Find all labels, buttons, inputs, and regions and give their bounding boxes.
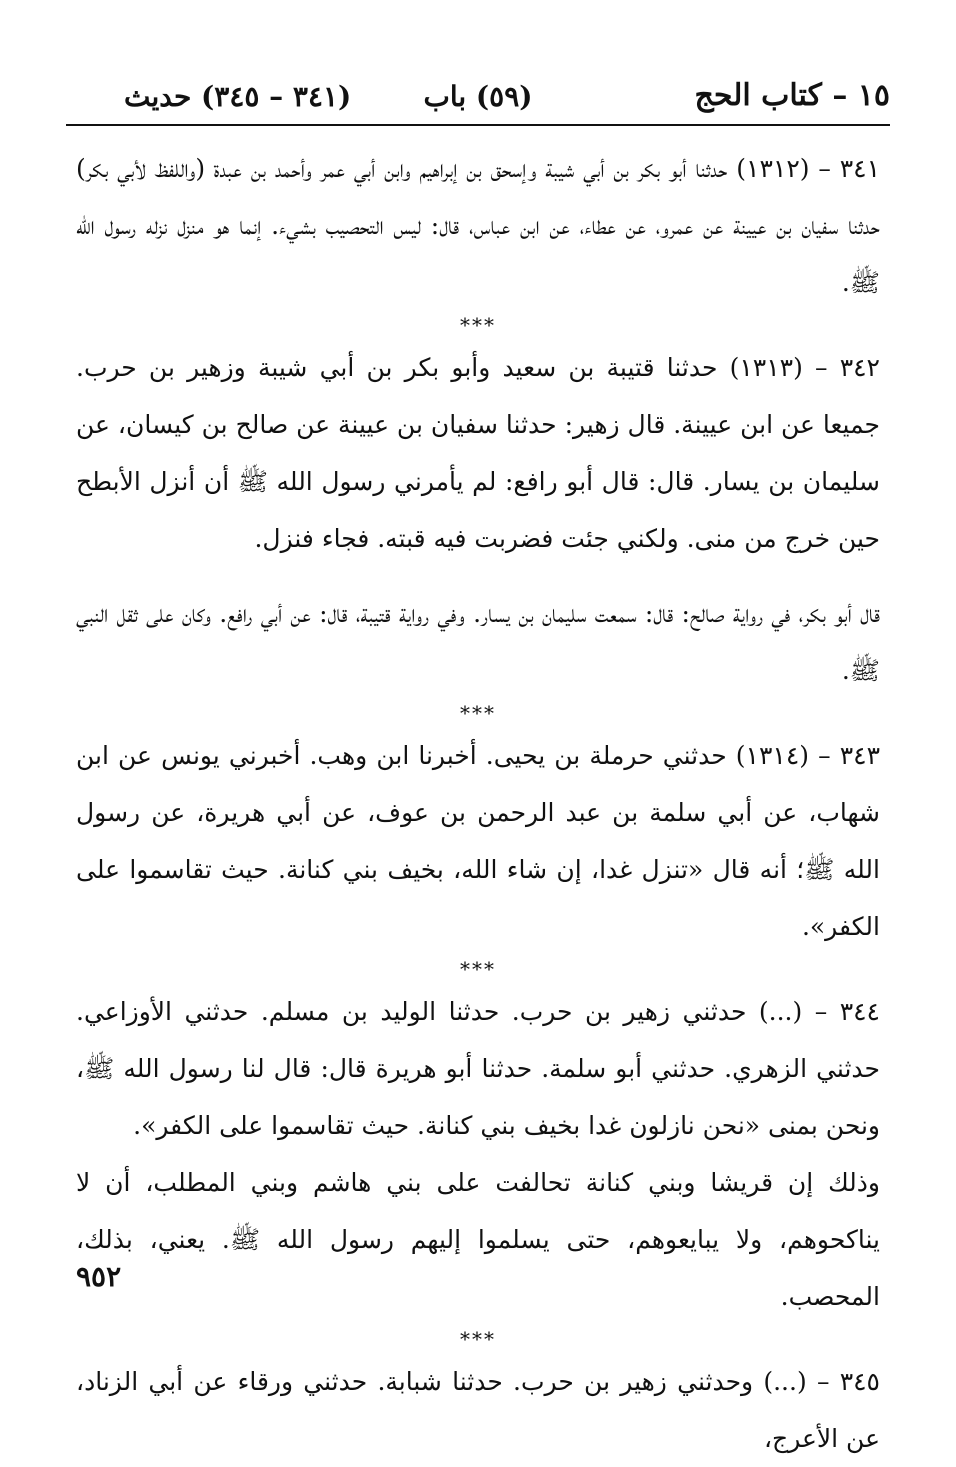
separator-stars: ***	[460, 1327, 496, 1351]
page-number: ٩٥٢	[76, 1260, 122, 1293]
separator-stars: ***	[460, 313, 496, 337]
separator-stars: ***	[460, 701, 496, 725]
page-body	[76, 140, 880, 1467]
book-title: ١٥ – كتاب الحج	[694, 78, 890, 113]
hadith-344: ٣٤٤ – (...) حدثني زهير بن حرب. حدثنا الوليد بن مسلم. حدثني الأوزاعي. حدثني الزهري. حدثني أبو سلمة. حدثنا أبو هريرة قال: قال لنا رسول الله ﷺ، ونحن بمنى «نحن نازلون غدا بخيف بني كنانة. حيث تقاسموا على الكفر».	[76, 997, 881, 1140]
hadith-341: ٣٤١ – (١٣١٢) حدثنا أبو بكر بن أبي شيبة وإسحق بن إبراهيم وابن أبي عمر وأحمد بن عبدة (واللفظ لأبي بكر) حدثنا سفيان بن عيينة عن عمرو، عن عطاء، عن ابن عباس، قال: ليس التحصيب بشيء. إنما هو منزل نزله رسول الله ﷺ.	[76, 154, 881, 297]
hadith-342: ٣٤٢ – (١٣١٣) حدثنا قتيبة بن سعيد وأبو بكر بن أبي شيبة وزهير بن حرب. جميعا عن ابن عيينة. قال زهير: حدثنا سفيان بن عيينة عن صالح بن كيسان، عن سليمان بن يسار. قال: قال أبو رافع: لم يأمرني رسول الله ﷺ أن أنزل الأبطح حين خرج من منى. ولكني جئت فضربت فيه قبته. فجاء فنزل.	[76, 353, 880, 553]
hadith-343: ٣٤٣ – (١٣١٤) حدثني حرملة بن يحيى. أخبرنا ابن وهب. أخبرني يونس عن ابن شهاب، عن أبي سلمة بن عبد الرحمن بن عوف، عن أبي هريرة، عن رسول الله ﷺ؛ أنه قال «تنزل غدا، إن شاء الله، بخيف بني كنانة. حيث تقاسموا على الكفر».	[76, 741, 881, 941]
hadith-range: (٣٤١ – ٣٤٥) حديث	[124, 80, 352, 113]
running-header	[66, 78, 890, 124]
separator-stars: ***	[460, 957, 496, 981]
header-divider	[66, 124, 890, 126]
hadith-344-note: وذلك إن قريشا وبني كنانة تحالفت على بني هاشم وبني المطلب، أن لا يناكحوهم، ولا يبايعوهم، حتى يسلموا إليهم رسول الله ﷺ. يعني، بذلك، المحصب.	[76, 1168, 880, 1311]
chapter-label: (٥٩) باب	[423, 80, 533, 113]
hadith-345: ٣٤٥ – (...) وحدثني زهير بن حرب. حدثنا شبابة. حدثني ورقاء عن أبي الزناد، عن الأعرج،	[76, 1367, 880, 1453]
hadith-342-note: قال أبو بكر، في رواية صالح: قال: سمعت سليمان بن يسار. وفي رواية قتيبة، قال: عن أبي رافع. وكان على ثقل النبي ﷺ.	[76, 599, 880, 685]
